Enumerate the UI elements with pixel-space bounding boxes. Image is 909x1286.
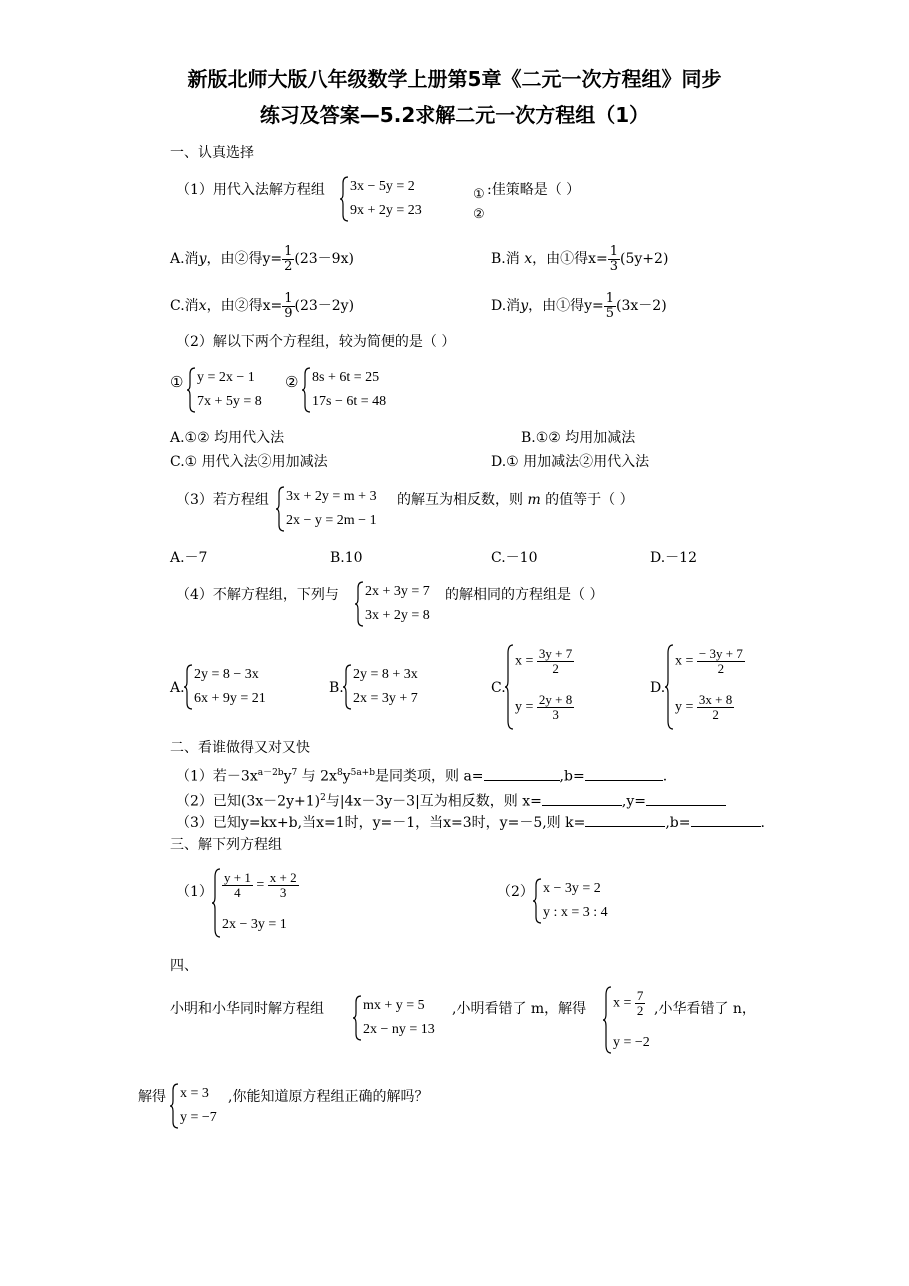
q2-system-2 [302,366,412,414]
s2-q1: （1）若$-3x^{a-2b}y^7$ 与 $2x^8y^{5a+b}$是同类项，则 a= ,b= . [176,768,668,785]
section-4-heading: 四、 [170,958,198,974]
q4-d-eq-2: y = $\frac{3x + 8}{2}$ [675,692,733,722]
s4-line2-post: ,你能知道原方程组正确的解吗？ [228,1089,429,1105]
q1-equation-system [340,175,450,223]
brace-icon [533,877,543,925]
section-3-heading: 三、解下列方程组 [170,837,282,853]
brace-icon [302,366,312,414]
q2-option-c: C.① 用代入法②用加减法 [170,454,328,470]
q2-mark-1: ① [170,373,184,391]
q4-equation-system [355,580,445,628]
brace-icon [212,867,222,939]
s4-line1-post: ,小华看错了 n， [654,1001,756,1017]
q1-mark-1: ① [473,187,485,202]
s3-q1-eq-1: $\frac{y + 1}{4}$ = $\frac{x + 2}{3}$ [224,870,297,900]
s4-solution-2 [170,1082,230,1130]
q1-mark-2: ② [473,207,485,222]
q4-eq-2: 3x + 2y = 8 [365,608,430,623]
q3-eq-1: 3x + 2y = m + 3 [286,489,377,504]
s2-q2: （2）已知$(3x-2y+1)^2$与|4x－3y－3|互为相反数，则 x= ,y= [176,789,726,811]
q4-eq-1: 2x + 3y = 7 [365,584,430,599]
s3-q1-system [212,867,332,939]
q4-tail: 的解相同的方程组是（ ） [445,587,604,603]
q3-equation-system [276,485,396,533]
q4-stem: （4）不解方程组，下列与 [176,587,339,603]
s3-q2-system [533,877,633,925]
q4-option-c-label: C. [491,680,506,696]
brace-icon [353,994,363,1042]
q1-eq-1: 3x − 5y = 2 [350,179,415,194]
title-line-1: 新版北师大版八年级数学上册第5章《二元一次方程组》同步 [187,67,722,91]
q2-s1-eq-1: y = 2x − 1 [197,370,255,385]
q4-option-a-label: A. [170,680,185,696]
q2-mark-2: ② [285,373,299,391]
q4-b-eq-1: 2y = 8 + 3x [353,667,418,682]
q1-option-d: D.消y，由①得y= $\frac{1}{5}$ (3x－2) [491,290,667,321]
s3-q2-eq-1: x − 3y = 2 [543,881,601,896]
section-1-heading: 一、认真选择 [170,145,254,161]
s3-q2-eq-2: y : x = 3 : 4 [543,905,608,920]
q3-eq-2: 2x − y = 2m − 1 [286,513,377,528]
q4-option-b-label: B. [329,680,344,696]
s4-line1-pre: 小明和小华同时解方程组 [170,1001,324,1017]
q3-tail: 的解互为相反数，则 m 的值等于（ ） [397,492,634,508]
q1-option-b: B.消 x，由①得x= $\frac{1}{3}$ (5y+2) [491,243,669,274]
s4-sol2-x: x = 3 [180,1086,209,1101]
brace-icon [184,663,194,711]
answer-blank[interactable] [484,767,560,781]
brace-icon [170,1082,180,1130]
brace-icon [340,175,350,223]
s4-eq-2: 2x − ny = 13 [363,1022,435,1037]
q3-option-d: D.－12 [650,550,697,566]
q4-option-d-label: D. [650,680,666,696]
q4-option-a-system [184,663,294,711]
q1-stem: （1）用代入法解方程组 [176,182,325,198]
s3-q1-label: （1） [176,884,213,900]
answer-blank[interactable] [585,813,665,827]
answer-blank[interactable] [542,792,622,806]
s4-sol2-y: y = −7 [180,1110,217,1125]
s4-equation-system [353,994,453,1042]
q4-option-b-system [343,663,453,711]
q1-option-a: A.消y，由②得y= $\frac{1}{2}$ (23－9x) [170,243,354,274]
q4-c-eq-1: x = $\frac{3y + 7}{2}$ [515,646,573,676]
q2-s1-eq-2: 7x + 5y = 8 [197,394,262,409]
brace-icon [505,643,515,731]
q1-option-c: C.消x，由②得x= $\frac{1}{9}$ (23－2y) [170,290,355,321]
q2-option-d: D.① 用加减法②用代入法 [491,454,650,470]
brace-icon [187,366,197,414]
brace-icon [603,985,613,1055]
brace-icon [343,663,353,711]
s4-sol1-x: x = $\frac{7}{2}$ [613,988,644,1018]
q2-s2-eq-2: 17s − 6t = 48 [312,394,387,409]
s2-q3: （3）已知y=kx+b,当x=1时，y=－1，当x=3时，y=－5,则 k= ,b= . [176,815,765,831]
q2-option-a: A.①② 均用代入法 [170,430,285,446]
answer-blank[interactable] [691,813,761,827]
q3-option-a: A.－7 [170,550,208,566]
q3-stem: （3）若方程组 [176,492,269,508]
q4-c-eq-2: y = $\frac{2y + 8}{3}$ [515,692,573,722]
s4-line1-mid: ,小明看错了 m，解得 [452,1001,587,1017]
q4-b-eq-2: 2x = 3y + 7 [353,691,418,706]
q2-system-1 [187,366,287,414]
q4-a-eq-1: 2y = 8 − 3x [194,667,259,682]
q1-eq-2: 9x + 2y = 23 [350,203,422,218]
s3-q1-eq-2: 2x − 3y = 1 [222,917,287,932]
q2-option-b: B.①② 均用加减法 [521,430,636,446]
s4-sol1-y: y = −2 [613,1035,650,1050]
s4-solution-1 [603,985,663,1055]
s4-eq-1: mx + y = 5 [363,998,425,1013]
answer-blank[interactable] [585,767,663,781]
section-2-heading: 二、看谁做得又对又快 [170,740,310,756]
title-line-2: 练习及答案—5.2求解二元一次方程组（1） [259,103,650,127]
brace-icon [355,580,365,628]
s4-line2-pre: 解得 [138,1089,166,1105]
q4-d-eq-1: x = $\frac{- 3y + 7}{2}$ [675,646,743,676]
q4-option-d-system [665,643,785,731]
answer-blank[interactable] [646,792,726,806]
q2-s2-eq-1: 8s + 6t = 25 [312,370,380,385]
q4-a-eq-2: 6x + 9y = 21 [194,691,266,706]
q2-stem: （2）解以下两个方程组，较为简便的是（ ） [176,334,456,350]
q1-tail: :佳策略是（ ） [487,182,581,198]
brace-icon [276,485,286,533]
brace-icon [665,643,675,731]
q4-option-c-system [505,643,615,731]
q3-option-b: B.10 [330,550,363,566]
q3-option-c: C.－10 [491,550,538,566]
s3-q2-label: （2） [497,884,534,900]
